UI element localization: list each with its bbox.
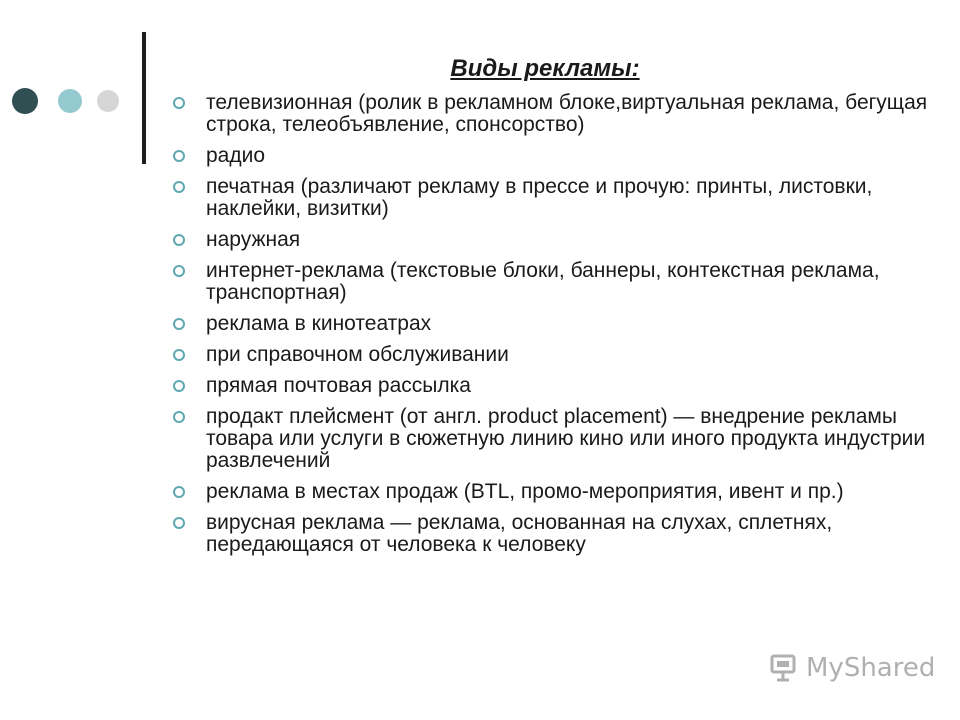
bullet-icon [173,318,185,330]
list-item [172,176,932,220]
list-item [172,92,932,136]
bullet-icon [173,181,185,193]
list-item [172,260,932,304]
bullet-icon [173,97,185,109]
list-item-text: вирусная реклама — реклама, основанная на слухах, сплетнях, передающаяся от человека к человеку [206,511,833,556]
list-item-text: прямая почтовая рассылка [206,374,471,397]
list-item [172,406,932,472]
list-item [172,145,932,167]
decor-vertical-line [142,32,146,164]
list-item-text: реклама в кинотеатрах [206,312,432,335]
list-item-text: телевизионная (ролик в рекламном блоке,виртуальная реклама, бегущая строка, телеобъявление, спонсорство) [206,91,928,136]
bullet-icon [173,150,185,162]
list-item [172,375,932,397]
list-item-text: радио [206,144,266,167]
list-item [172,481,932,503]
bullet-icon [173,349,185,361]
list-item [172,229,932,251]
decor-dot-dark [12,88,38,114]
watermark-text: MyShared [806,653,936,683]
bullet-icon [173,265,185,277]
list-item [172,512,932,556]
list-item-text: интернет-реклама (текстовые блоки, баннеры, контекстная реклама, транспортная) [206,259,880,304]
list-item-text: продакт плейсмент (от англ. product placement) — внедрение рекламы товара или услуги в сюжетную линию кино или иного продукта индустрии развлечений [206,405,926,472]
watermark-logo [768,652,935,684]
list-item-text: наружная [206,228,301,251]
slide-title: Виды рекламы: [450,55,640,82]
bullet-icon [173,380,185,392]
list-item [172,313,932,335]
bullet-icon [173,411,185,423]
list-item-text: при справочном обслуживании [206,343,509,366]
bullet-icon [173,234,185,246]
list-item-text: реклама в местах продаж (BTL, промо-мероприятия, ивент и пр.) [206,480,844,503]
decor-dot-gray [97,90,119,112]
bullet-icon [173,517,185,529]
list-item [172,344,932,366]
bullet-icon [173,486,185,498]
list-item-text: печатная (различают рекламу в прессе и прочую: принты, листовки, наклейки, визитки) [206,175,873,220]
presentation-board-icon [768,652,800,684]
ad-types-list [172,92,932,565]
decor-dot-teal [58,89,82,113]
